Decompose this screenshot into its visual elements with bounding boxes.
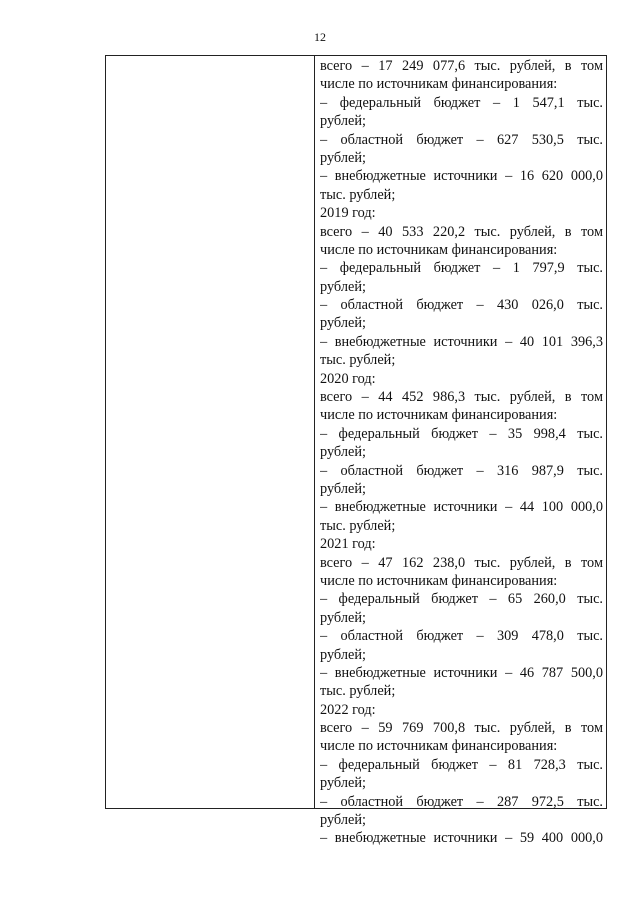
text-line: рублей; bbox=[320, 646, 366, 663]
year-heading: 2022 год: bbox=[320, 701, 376, 718]
text-line: тыс. рублей; bbox=[320, 683, 396, 700]
table-right-cell bbox=[320, 57, 603, 848]
text-line: всего – 59 769 700,8 тыс. рублей, в том bbox=[320, 720, 603, 737]
text-line: всего – 17 249 077,6 тыс. рублей, в том bbox=[320, 58, 603, 74]
text-line: рублей; bbox=[320, 278, 366, 295]
text-line: рублей; bbox=[320, 480, 366, 497]
text-line: тыс. рублей; bbox=[320, 186, 396, 203]
text-line: тыс. рублей; bbox=[320, 517, 396, 534]
text-line: – федеральный бюджет – 81 728,3 тыс. bbox=[320, 756, 603, 773]
text-line: числе по источникам финансирования: bbox=[320, 76, 558, 93]
text-line: – федеральный бюджет – 1 797,9 тыс. bbox=[320, 260, 603, 277]
text-line: – внебюджетные источники – 16 620 000,0 bbox=[320, 168, 603, 185]
text-line: рублей; bbox=[320, 609, 366, 626]
text-line: числе по источникам финансирования: bbox=[320, 241, 558, 258]
text-line: числе по источникам финансирования: bbox=[320, 407, 558, 424]
text-line: всего – 47 162 238,0 тыс. рублей, в том bbox=[320, 554, 603, 571]
text-line: всего – 40 533 220,2 тыс. рублей, в том bbox=[320, 223, 603, 240]
text-line: – областной бюджет – 287 972,5 тыс. bbox=[320, 793, 603, 810]
text-line: рублей; bbox=[320, 149, 366, 166]
text-line: – областной бюджет – 309 478,0 тыс. bbox=[320, 628, 603, 645]
text-line: тыс. рублей; bbox=[320, 352, 396, 369]
text-line: – областной бюджет – 316 987,9 тыс. bbox=[320, 462, 603, 479]
text-line: – внебюджетные источники – 46 787 500,0 bbox=[320, 664, 603, 681]
text-line: всего – 44 452 986,3 тыс. рублей, в том bbox=[320, 389, 603, 406]
text-line: – внебюджетные источники – 59 400 000,0 bbox=[320, 830, 603, 847]
text-line: – федеральный бюджет – 1 547,1 тыс. bbox=[320, 94, 603, 111]
text-line: – областной бюджет – 627 530,5 тыс. bbox=[320, 131, 603, 148]
year-heading: 2020 год: bbox=[320, 370, 376, 387]
text-line: числе по источникам финансирования: bbox=[320, 572, 558, 589]
table-left-cell bbox=[106, 56, 315, 808]
text-line: – федеральный бюджет – 65 260,0 тыс. bbox=[320, 591, 603, 608]
text-line: – федеральный бюджет – 35 998,4 тыс. bbox=[320, 425, 603, 442]
funding-table bbox=[105, 55, 607, 847]
text-line: числе по источникам финансирования: bbox=[320, 738, 558, 755]
text-line: рублей; bbox=[320, 444, 366, 461]
text-line: рублей; bbox=[320, 315, 366, 332]
text-line: – внебюджетные источники – 44 100 000,0 bbox=[320, 499, 603, 516]
text-line: – внебюджетные источники – 40 101 396,3 bbox=[320, 333, 603, 350]
year-heading: 2019 год: bbox=[320, 205, 376, 222]
text-line: – областной бюджет – 430 026,0 тыс. bbox=[320, 297, 603, 314]
text-line: рублей; bbox=[320, 113, 366, 130]
text-line: рублей; bbox=[320, 812, 366, 829]
page-number: 12 bbox=[314, 30, 326, 44]
text-line: рублей; bbox=[320, 775, 366, 792]
year-heading: 2021 год: bbox=[320, 536, 376, 553]
